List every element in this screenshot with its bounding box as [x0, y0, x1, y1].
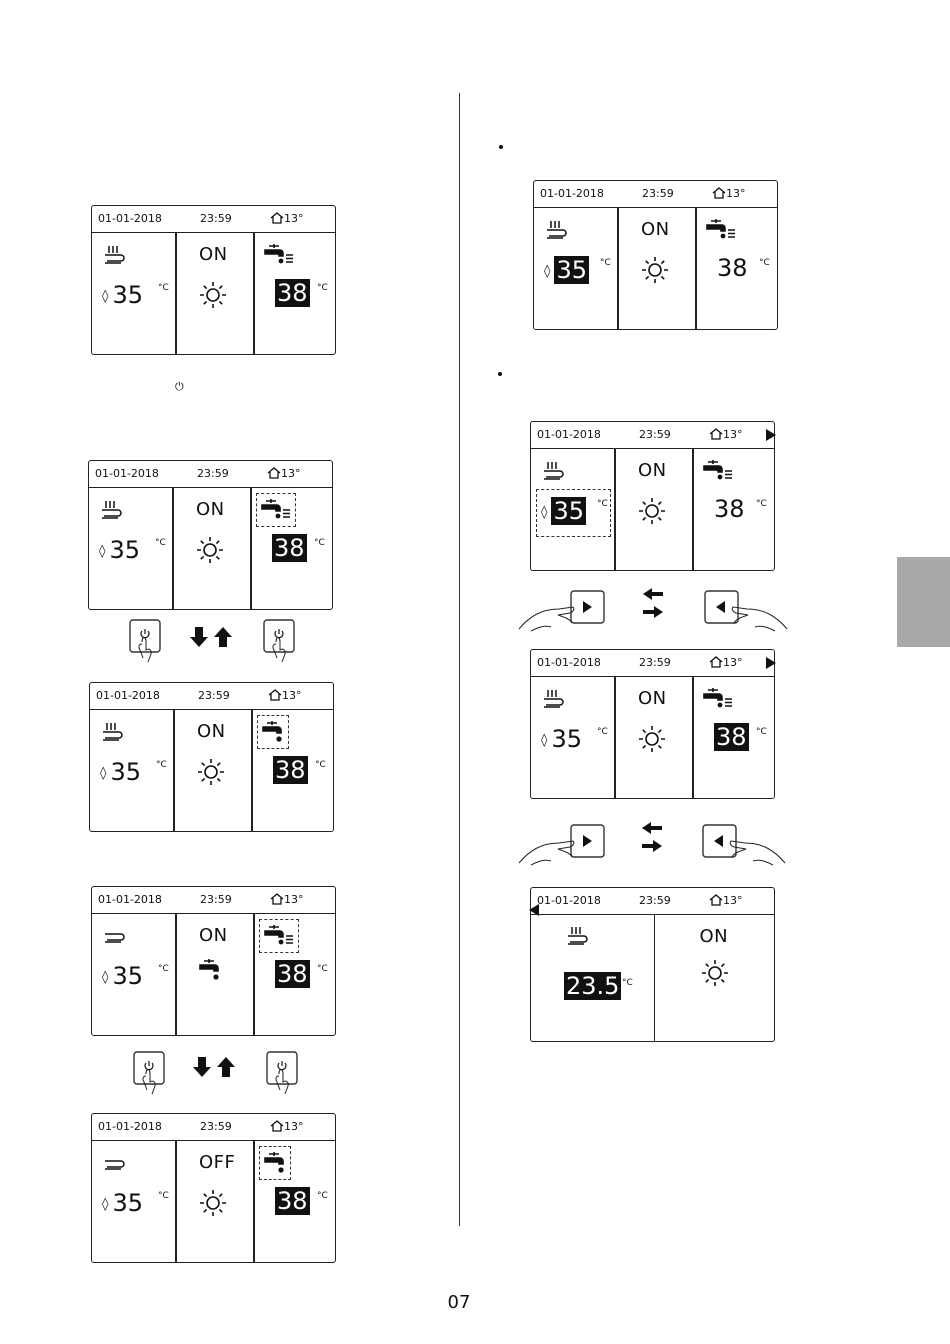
power-button [264, 620, 294, 652]
droplet-icon: ◊ [99, 544, 106, 559]
time-text: 23:59 [200, 1120, 232, 1133]
unit-label: °C [759, 258, 770, 268]
date-text: 01-01-2018 [540, 187, 604, 200]
unit-label: °C [317, 1191, 328, 1201]
finger-hand-icon [730, 841, 785, 865]
outdoor-temp-value: 13° [726, 187, 746, 200]
outdoor-temp-value: 13° [284, 1120, 304, 1133]
room-temp-value: 35 [109, 536, 140, 564]
unit-label: °C [158, 283, 169, 293]
date-text: 01-01-2018 [98, 893, 162, 906]
finger-hand-icon [519, 607, 574, 631]
room-temp-value: 35 [556, 256, 587, 284]
date-text: 01-01-2018 [537, 894, 601, 907]
time-text: 23:59 [642, 187, 674, 200]
left-arrow-icon [642, 822, 662, 834]
unit-label: °C [155, 538, 166, 548]
time-text: 23:59 [639, 428, 671, 441]
outdoor-temp-value: 13° [281, 467, 301, 480]
unit-label: °C [315, 760, 326, 770]
room-temp-value: 35 [551, 725, 582, 753]
unit-label: °C [597, 499, 608, 509]
droplet-icon: ◊ [541, 505, 548, 520]
tank-temperature[interactable]: 38 [717, 254, 748, 282]
room-temp-value: 35 [110, 758, 141, 786]
time-text: 23:59 [200, 893, 232, 906]
power-status[interactable]: ON [199, 244, 228, 265]
tank-temperature[interactable]: 38 [274, 534, 305, 562]
unit-label: °C [158, 964, 169, 974]
droplet-icon: ◊ [102, 970, 109, 985]
droplet-icon: ◊ [541, 733, 548, 748]
set-temperature[interactable]: 23.5 [566, 972, 620, 1000]
date-text: 01-01-2018 [95, 467, 159, 480]
unit-label: °C [156, 760, 167, 770]
outdoor-temp-value: 13° [723, 428, 743, 441]
right-arrow-icon [643, 606, 663, 618]
up-arrow-icon [214, 627, 232, 647]
finger-hand-icon [732, 607, 787, 631]
unit-label: °C [622, 978, 633, 988]
power-status[interactable]: ON [638, 460, 667, 481]
date-text: 01-01-2018 [96, 689, 160, 702]
droplet-icon: ◊ [100, 766, 107, 781]
power-status[interactable]: OFF [199, 1152, 236, 1173]
time-text: 23:59 [639, 894, 671, 907]
room-temp-value: 35 [112, 1189, 143, 1217]
unit-label: °C [597, 727, 608, 737]
power-button [130, 620, 160, 652]
power-status[interactable]: ON [199, 925, 228, 946]
unit-label: °C [756, 727, 767, 737]
date-text: 01-01-2018 [98, 1120, 162, 1133]
unit-label: °C [314, 538, 325, 548]
outdoor-temp-value: 13° [284, 893, 304, 906]
outdoor-temp-value: 13° [723, 656, 743, 669]
up-arrow-icon [217, 1057, 235, 1077]
left-arrow-icon [643, 588, 663, 600]
droplet-icon: ◊ [102, 1197, 109, 1212]
page-number: 07 [447, 1292, 471, 1313]
power-status[interactable]: ON [699, 926, 729, 947]
date-text: 01-01-2018 [537, 656, 601, 669]
unit-label: °C [756, 499, 767, 509]
outdoor-temp-value: 13° [282, 689, 302, 702]
room-temp-value: 35 [112, 962, 143, 990]
finger-hand-icon [519, 841, 574, 865]
down-arrow-icon [193, 1057, 211, 1077]
unit-label: °C [317, 964, 328, 974]
unit-label: °C [158, 1191, 169, 1201]
time-text: 23:59 [198, 689, 230, 702]
power-status[interactable]: ON [197, 721, 226, 742]
tank-temperature[interactable]: 38 [277, 279, 308, 307]
unit-label: °C [317, 283, 328, 293]
down-arrow-icon [190, 627, 208, 647]
date-text: 01-01-2018 [98, 212, 162, 225]
power-status[interactable]: ON [196, 499, 225, 520]
room-temp-value: 35 [553, 497, 584, 525]
tank-temperature[interactable]: 38 [275, 756, 306, 784]
droplet-icon: ◊ [544, 264, 551, 279]
tank-temperature[interactable]: 38 [277, 960, 308, 988]
tank-temperature[interactable]: 38 [277, 1187, 308, 1215]
date-text: 01-01-2018 [537, 428, 601, 441]
right-arrow-icon [642, 840, 662, 852]
room-temp-value: 35 [112, 281, 143, 309]
time-text: 23:59 [197, 467, 229, 480]
power-icon-inline: ⏻ [175, 380, 184, 393]
power-status[interactable]: ON [641, 219, 670, 240]
outdoor-temp-value: 13° [284, 212, 304, 225]
power-button [134, 1052, 164, 1084]
outdoor-temp-value: 13° [723, 894, 743, 907]
unit-label: °C [600, 258, 611, 268]
power-status[interactable]: ON [638, 688, 667, 709]
tank-temperature[interactable]: 38 [714, 495, 745, 523]
time-text: 23:59 [200, 212, 232, 225]
tank-temperature[interactable]: 38 [716, 723, 747, 751]
droplet-icon: ◊ [102, 289, 109, 304]
power-button [267, 1052, 297, 1084]
time-text: 23:59 [639, 656, 671, 669]
